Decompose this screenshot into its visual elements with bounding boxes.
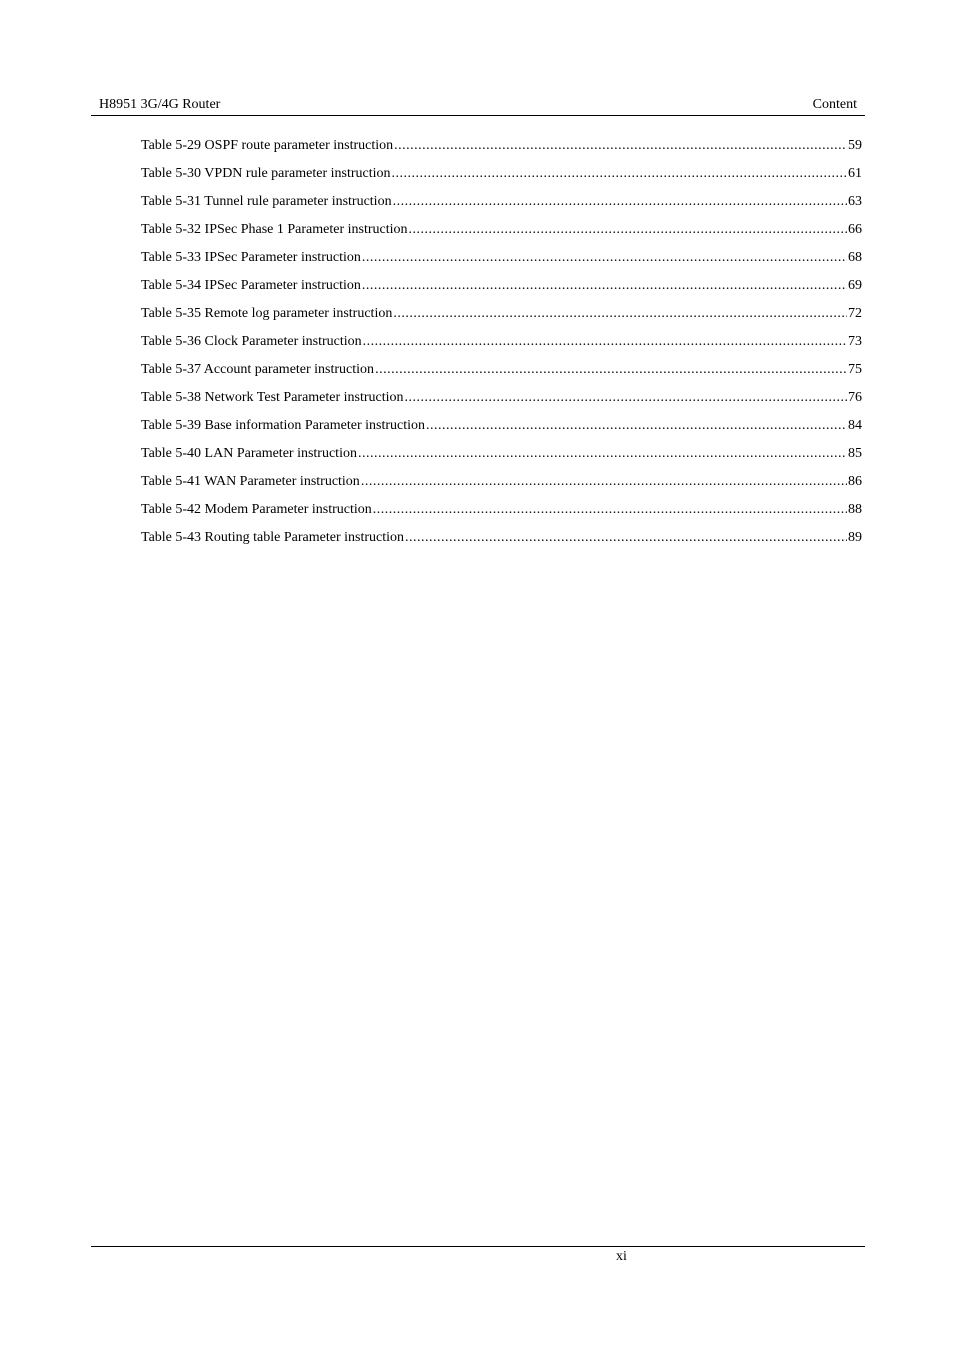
toc-entry-page: 68	[848, 250, 862, 265]
toc-entry-title: Table 5-29 OSPF route parameter instruction	[141, 138, 394, 153]
toc-dot-leader	[358, 441, 847, 467]
toc-entry-page: 86	[848, 474, 862, 489]
toc-entry-title: Table 5-31 Tunnel rule parameter instruction	[141, 194, 392, 209]
toc-entry-title: Table 5-32 IPSec Phase 1 Parameter instruction	[141, 222, 408, 237]
toc-entry-page: 61	[848, 166, 862, 181]
toc-entry[interactable]	[141, 301, 862, 329]
toc-entry-title: Table 5-41 WAN Parameter instruction	[141, 474, 360, 489]
toc-dot-leader	[363, 329, 847, 355]
toc-entry-title: Table 5-40 LAN Parameter instruction	[141, 446, 357, 461]
toc-dot-leader	[362, 245, 847, 271]
toc-dot-leader	[405, 525, 847, 551]
toc-entry-page: 63	[848, 194, 862, 209]
toc-dot-leader	[361, 469, 847, 495]
toc-entry-page: 76	[848, 390, 862, 405]
toc-entry-page: 89	[848, 530, 862, 545]
header-section-name: Content	[812, 97, 857, 112]
toc-entry-page: 73	[848, 334, 862, 349]
toc-entry-title: Table 5-34 IPSec Parameter instruction	[141, 278, 361, 293]
toc-dot-leader	[375, 357, 847, 383]
toc-dot-leader	[405, 385, 847, 411]
toc-entry[interactable]	[141, 497, 862, 525]
toc-entry-page: 84	[848, 418, 862, 433]
toc-entry[interactable]	[141, 413, 862, 441]
toc-entry-page: 85	[848, 446, 862, 461]
toc-dot-leader	[393, 301, 847, 327]
toc-entry-title: Table 5-38 Network Test Parameter instruction	[141, 390, 404, 405]
toc-entry[interactable]	[141, 329, 862, 357]
toc-entry[interactable]	[141, 189, 862, 217]
toc-entry-title: Table 5-35 Remote log parameter instruction	[141, 306, 393, 321]
toc-dot-leader	[393, 189, 847, 215]
toc-dot-leader	[392, 161, 847, 187]
toc-entry-title: Table 5-43 Routing table Parameter instruction	[141, 530, 405, 545]
toc-entry[interactable]	[141, 273, 862, 301]
toc-entry[interactable]	[141, 469, 862, 497]
header-product-name: H8951 3G/4G Router	[99, 97, 221, 112]
table-of-contents-list	[141, 133, 862, 553]
toc-entry-page: 72	[848, 306, 862, 321]
toc-entry[interactable]	[141, 217, 862, 245]
toc-entry-title: Table 5-42 Modem Parameter instruction	[141, 502, 372, 517]
toc-dot-leader	[426, 413, 847, 439]
toc-entry-page: 66	[848, 222, 862, 237]
toc-entry-title: Table 5-30 VPDN rule parameter instruction	[141, 166, 391, 181]
toc-entry[interactable]	[141, 525, 862, 553]
toc-entry-page: 75	[848, 362, 862, 377]
toc-entry[interactable]	[141, 357, 862, 385]
toc-entry[interactable]	[141, 441, 862, 469]
toc-entry[interactable]	[141, 385, 862, 413]
toc-entry-title: Table 5-39 Base information Parameter instruction	[141, 418, 425, 433]
toc-entry-title: Table 5-37 Account parameter instruction	[141, 362, 375, 377]
toc-dot-leader	[373, 497, 847, 523]
toc-entry[interactable]	[141, 161, 862, 189]
toc-entry-title: Table 5-36 Clock Parameter instruction	[141, 334, 362, 349]
footer-divider	[91, 1246, 865, 1247]
page-header	[91, 95, 865, 116]
toc-entry-title: Table 5-33 IPSec Parameter instruction	[141, 250, 361, 265]
toc-entry[interactable]	[141, 133, 862, 161]
toc-entry-page: 88	[848, 502, 862, 517]
toc-entry[interactable]	[141, 245, 862, 273]
toc-entry-page: 69	[848, 278, 862, 293]
footer-page-number: xi	[616, 1249, 627, 1264]
toc-dot-leader	[409, 217, 847, 243]
toc-dot-leader	[394, 133, 847, 159]
toc-dot-leader	[362, 273, 847, 299]
toc-entry-page: 59	[848, 138, 862, 153]
